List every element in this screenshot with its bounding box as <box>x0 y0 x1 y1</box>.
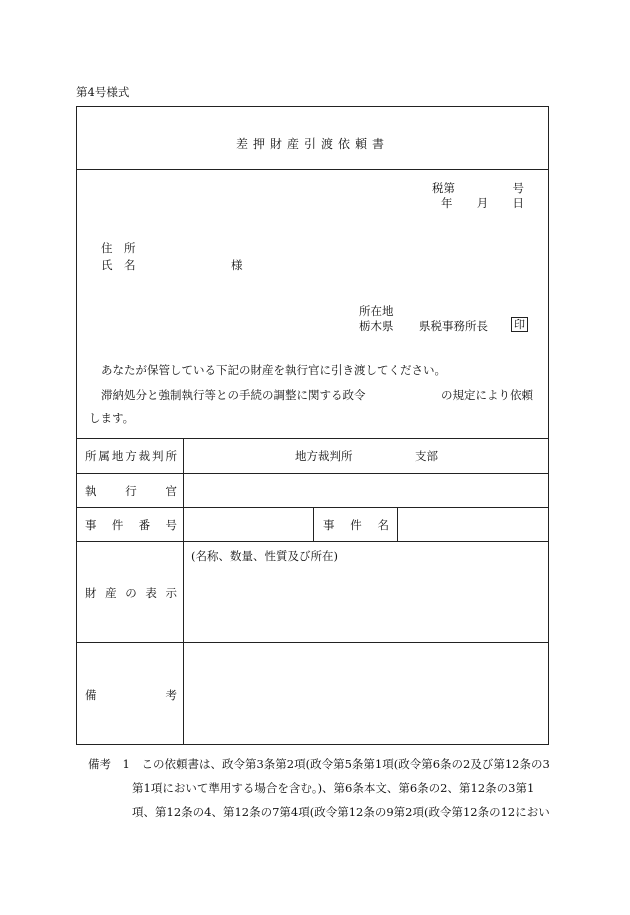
sender-location-label: 所在地 <box>359 304 394 318</box>
date-month: 月 <box>476 196 489 210</box>
property-label: 財 産 の 表 示 <box>85 586 177 600</box>
sender-office-title: 県税事務所長 <box>419 319 488 333</box>
notes-section <box>88 752 558 824</box>
seal-mark-text: 印 <box>511 317 528 332</box>
property-hint: (名称、数量、性質及び所在) <box>191 549 338 563</box>
notes-label: 備考 1 <box>88 757 130 771</box>
title-divider <box>77 169 548 170</box>
body-text-line2b: の規定により依頼 <box>441 388 533 402</box>
body-text-line2a: 滞納処分と強制執行等との手続の調整に関する政令 <box>101 388 366 402</box>
court-value: 地方裁判所 <box>295 449 353 463</box>
branch-value: 支部 <box>415 449 438 463</box>
court-label: 所 属 地 方 裁 判 所 <box>85 449 177 463</box>
remarks-label: 備 考 <box>85 688 177 702</box>
recipient-name-label: 氏 名 <box>101 258 136 272</box>
case-number-label: 事 件 番 号 <box>85 518 177 532</box>
notes-text-line1: この依頼書は、政令第3条第2項(政令第5条第1項(政令第6条の2及び第12条の3 <box>141 757 550 771</box>
notes-text-line2: 第1項において準用する場合を含む。)、第6条本文、第6条の2、第12条の3第1 <box>132 781 535 795</box>
date-year: 年 <box>441 196 453 210</box>
document-title: 差押財産引渡依頼書 <box>235 137 389 151</box>
request-form-frame <box>76 106 549 745</box>
recipient-honorific: 様 <box>231 258 243 272</box>
seal-mark-icon <box>511 317 528 332</box>
bailiff-label: 執 行 官 <box>85 484 177 498</box>
date-day: 日 <box>512 196 524 210</box>
notes-text-line3: 項、第12条の4、第12条の7第4項(政令第12条の9第2項(政令第12条の12におい <box>132 805 550 819</box>
body-text-line3: します。 <box>89 411 135 425</box>
doc-number-suffix: 号 <box>512 181 524 195</box>
sender-prefecture: 栃木県 <box>359 319 394 333</box>
recipient-address-label: 住 所 <box>101 241 136 255</box>
doc-number-prefix: 税第 <box>432 181 455 195</box>
issue-date <box>441 195 524 211</box>
case-name-label: 事 件 名 <box>323 518 389 532</box>
body-text-line1: あなたが保管している下記の財産を執行官に引き渡してください。 <box>101 363 446 377</box>
notes-line1 <box>88 752 558 776</box>
document-number <box>432 180 524 196</box>
form-number-label: 第4号様式 <box>76 85 130 99</box>
